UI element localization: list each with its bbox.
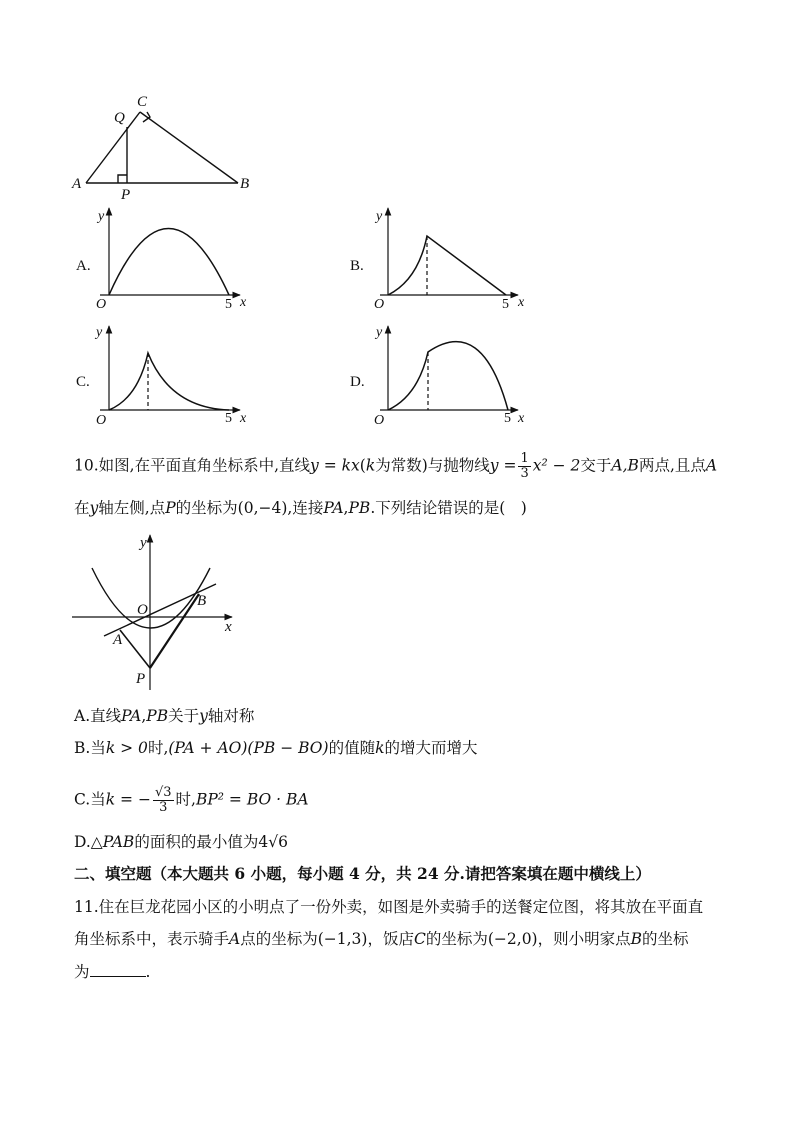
svg-text:y: y [96,325,103,340]
svg-text:A: A [113,632,123,648]
svg-text:O: O [96,297,107,312]
q11-line-2: 角坐标系中，表示骑手A点的坐标为(−1,3)，饭店C的坐标为(−2,0)，则小明家点B的坐标 [74,930,689,948]
tri-label-Q: Q [114,110,125,126]
svg-text:B: B [197,593,207,609]
svg-text:5: 5 [225,297,232,312]
q10-line-kx [104,584,216,636]
q11-line-3: 为 . [74,963,151,981]
svg-text:O: O [96,413,107,428]
q11-answer-blank[interactable] [90,962,146,977]
tri-label-B: B [240,176,250,192]
svg-text:x: x [240,411,247,426]
q10-option-C-fraction: $\frac{√3}{3}$ [154,785,172,815]
graph-B-label: B. [350,258,364,274]
svg-text:y: y [376,209,383,224]
tri-label-P: P [121,187,131,203]
q10-parabola [92,568,210,628]
svg-text:y: y [140,535,147,551]
svg-text:O: O [374,297,385,312]
q10-line-2: 在y轴左侧,点P的坐标为(0,−4),连接PA,PB.下列结论错误的是( ) [74,499,527,517]
q10-fraction: $\frac{1}{3}$ [520,451,529,481]
q10-option-C: C.当k = − $\frac{√3}{3}$ 时,BP² = BO · BA [74,785,309,815]
svg-text:x: x [225,619,232,635]
svg-text:x: x [240,295,247,310]
svg-text:5: 5 [504,411,511,426]
q10-option-A: A.直线PA,PB关于y轴对称 [74,707,255,725]
graph-C-label: C. [76,374,90,390]
svg-text:O: O [137,602,148,618]
q11-line-1: 11.住在巨龙花园小区的小明点了一份外卖，如图是外卖骑手的送餐定位图，将其放在平面直 [74,898,704,916]
q10-segment-PA [120,630,150,668]
svg-text:P: P [136,671,146,687]
svg-text:5: 5 [225,411,232,426]
svg-text:x: x [518,411,525,426]
q10-segment-PB [150,594,199,668]
svg-text:5: 5 [502,297,509,312]
svg-text:y: y [376,325,383,340]
q10-option-B: B.当k > 0时,(PA + AO)(PB − BO)的值随k的增大而增大 [74,739,478,757]
svg-text:x: x [518,295,525,310]
tri-label-A: A [72,176,82,192]
section-2-heading: 二、填空题（本大题共 6 小题，每小题 4 分，共 24 分.请把答案填在题中横线上） [74,864,651,883]
graph-D-label: D. [350,374,365,390]
svg-text:O: O [374,413,385,428]
svg-text:y: y [98,209,105,224]
graph-A-label: A. [76,258,91,274]
q10-option-D: D.△PAB的面积的最小值为4√6 [74,833,288,851]
q10-line-1: 10.如图,在平面直角坐标系中,直线y = kx(k为常数)与抛物线y = $\frac{1}{3}$ x² − 2交于A,B两点,且点A [74,451,718,481]
tri-label-C: C [137,94,148,110]
